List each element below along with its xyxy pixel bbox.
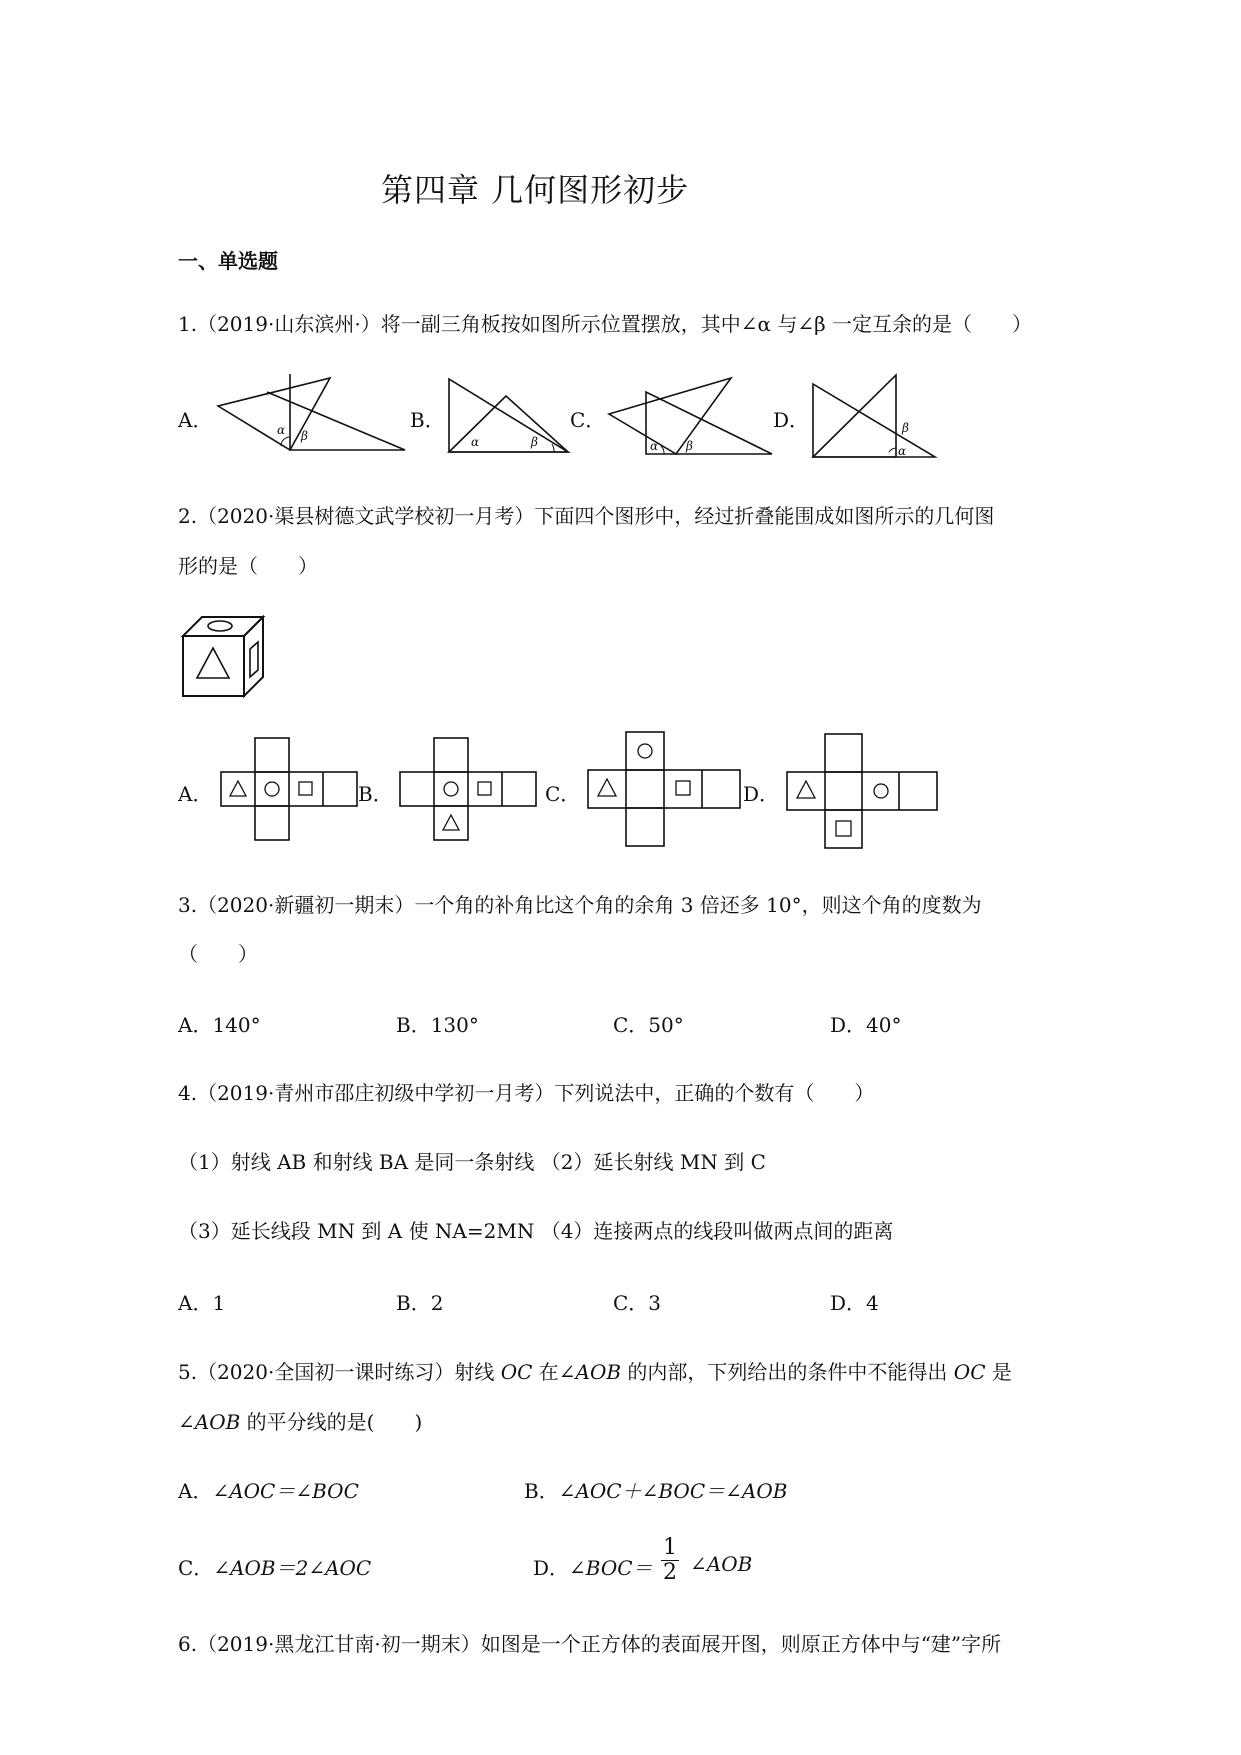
- q3-option-c: C．50°: [613, 1013, 684, 1037]
- q1-option-c-label: C．: [570, 408, 606, 432]
- fraction-numerator: 1: [663, 1535, 677, 1560]
- question-5-line2: ∠AOB 的平分线的是( ): [178, 1410, 423, 1434]
- question-2-line1: 2.（2020·渠县树德文武学校初一月考）下面四个图形中，经过折叠能围成如图所示的几何图: [178, 504, 995, 528]
- q3-option-a: A．140°: [178, 1013, 261, 1037]
- question-1-text: 1.（2019·山东滨州·）将一副三角板按如图所示位置摆放，其中∠α 与∠β 一定互余的是（ ）: [178, 312, 1032, 336]
- q2-option-b-label: B．: [358, 782, 393, 806]
- section-heading: 一、单选题: [178, 249, 278, 273]
- q1-c-beta: β: [686, 439, 693, 453]
- q1-c-alpha: α: [650, 439, 659, 453]
- q5-option-d: D．∠BOC＝: [533, 1556, 653, 1580]
- q2-option-a-label: A．: [178, 782, 213, 806]
- q5-option-c: C．∠AOB＝2∠AOC: [178, 1556, 372, 1580]
- q1-option-b-figure: [446, 376, 571, 456]
- q3-option-b: B．130°: [396, 1013, 479, 1037]
- question-5-line1: 5.（2020·全国初一课时练习）射线 OC 在∠AOB 的内部，下列给出的条件中不能得出 OC 是: [178, 1360, 1012, 1384]
- page-title: 第四章 几何图形初步: [381, 171, 690, 209]
- fraction-denominator: 2: [663, 1560, 677, 1585]
- q2-net-b: [398, 736, 538, 842]
- q2-option-d-label: D．: [743, 782, 780, 806]
- q1-option-b-label: B．: [410, 408, 445, 432]
- q2-option-c-label: C．: [545, 782, 581, 806]
- question-3-line2: （ ）: [178, 942, 258, 966]
- q2-net-d: [785, 732, 940, 850]
- question-3-line1: 3.（2020·新疆初一期末）一个角的补角比这个角的余角 3 倍还多 10°，则这个角的度数为: [178, 893, 982, 917]
- q4-option-a: A．1: [178, 1291, 226, 1315]
- q1-beta-label: β: [301, 429, 308, 443]
- q1-b-alpha: α: [471, 435, 480, 449]
- q4-option-d: D．4: [830, 1291, 879, 1315]
- q4-option-c: C．3: [613, 1291, 662, 1315]
- q4-statement-3-4: （3）延长线段 MN 到 A 使 NA=2MN （4）连接两点的线段叫做两点间的距离: [178, 1219, 894, 1243]
- q1-option-a-figure: [215, 374, 410, 454]
- q1-alpha-label: α: [277, 423, 286, 437]
- q2-cube-figure: [180, 614, 270, 699]
- q2-net-a: [219, 736, 359, 842]
- q5-option-b: B．∠AOC＋∠BOC＝∠AOB: [524, 1479, 788, 1503]
- q1-b-beta: β: [531, 435, 538, 449]
- q2-net-c: [586, 730, 744, 850]
- question-2-line2: 形的是（ ）: [178, 554, 318, 578]
- q3-option-d: D．40°: [830, 1013, 902, 1037]
- q4-statement-1-2: （1）射线 AB 和射线 BA 是同一条射线 （2）延长射线 MN 到 C: [178, 1150, 766, 1174]
- q1-option-d-figure: [810, 372, 938, 460]
- question-4-text: 4.（2019·青州市邵庄初级中学初一月考）下列说法中，正确的个数有（ ）: [178, 1081, 875, 1105]
- q5-option-d-fraction: [661, 1536, 679, 1585]
- q5-option-a: A．∠AOC＝∠BOC: [178, 1479, 359, 1503]
- q1-option-a-label: A．: [178, 408, 213, 432]
- q4-option-b: B．2: [396, 1291, 444, 1315]
- q1-option-c-figure: [606, 374, 776, 459]
- q1-option-d-label: D．: [773, 408, 810, 432]
- q1-d-alpha: α: [898, 444, 907, 458]
- q1-d-beta: β: [902, 421, 909, 435]
- question-6-text: 6.（2019·黑龙江甘南·初一期末）如图是一个正方体的表面展开图，则原正方体中与“建”字所: [178, 1632, 1002, 1656]
- q5-option-d-tail: ∠AOB: [690, 1552, 753, 1576]
